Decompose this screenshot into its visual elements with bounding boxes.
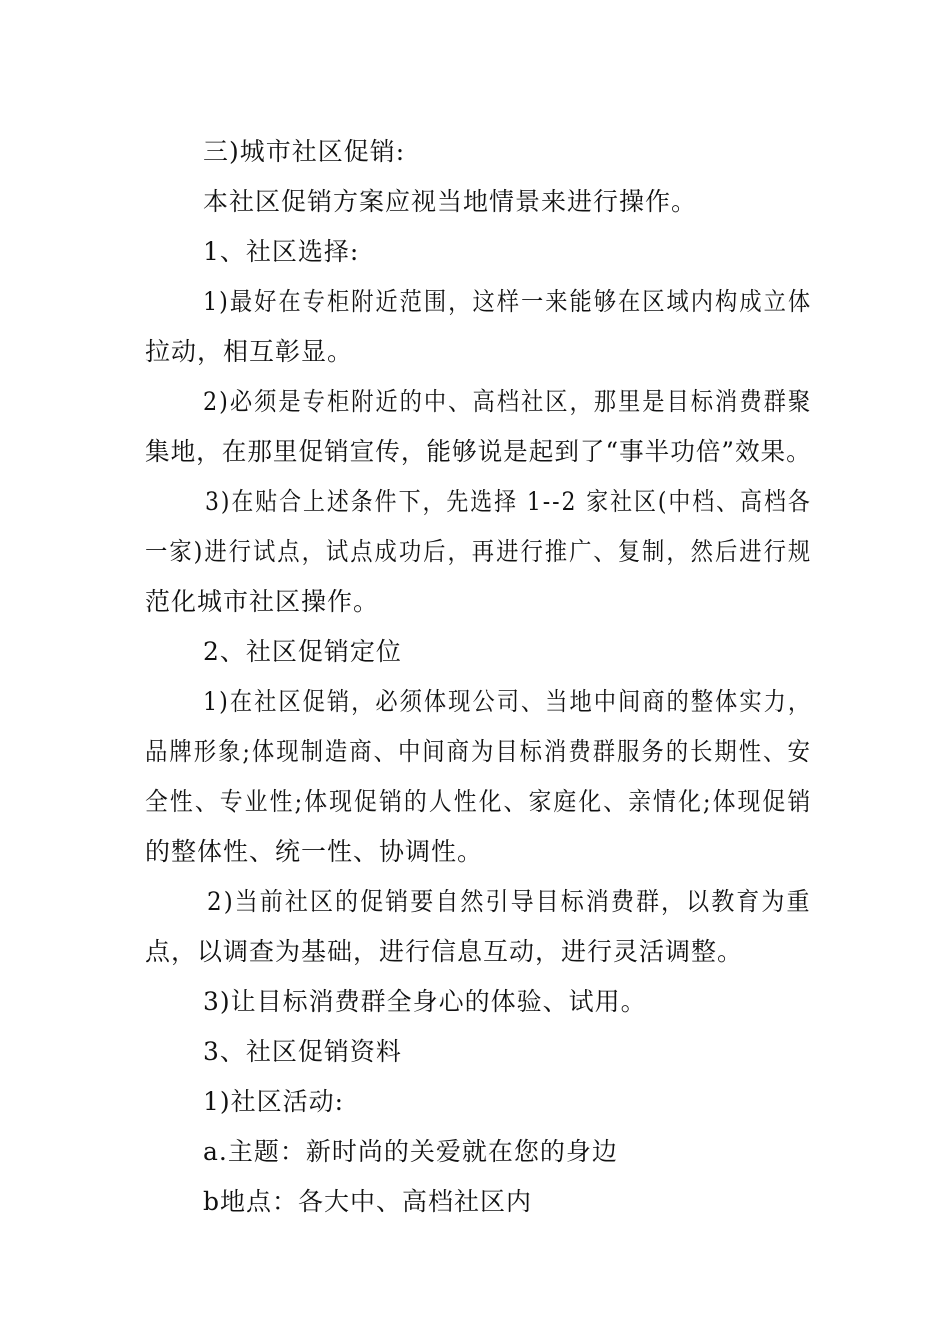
- list-item: b地点：各大中、高档社区内: [203, 1187, 533, 1216]
- list-item: 1)社区活动:: [203, 1087, 345, 1116]
- paragraph-line: 1)最好在专柜附近范围，这样一来能够在区域内构成立体: [203, 287, 813, 316]
- paragraph-line: 范化城市社区操作。: [145, 587, 380, 616]
- paragraph-line: 3)在贴合上述条件下，先选择 1--2 家社区(中档、高档各: [205, 487, 812, 516]
- paragraph-line: 3)让目标消费群全身心的体验、试用。: [203, 987, 647, 1016]
- paragraph-line: 集地，在那里促销宣传，能够说是起到了“事半功倍”效果。: [145, 437, 812, 466]
- paragraph-line: 2)必须是专柜附近的中、高档社区，那里是目标消费群聚: [203, 387, 813, 416]
- subheading: 1、社区选择:: [203, 237, 360, 266]
- paragraph-line: 一家)进行试点，试点成功后，再进行推广、复制，然后进行规: [145, 537, 813, 566]
- paragraph-line: 点，以调查为基础，进行信息互动，进行灵活调整。: [145, 937, 744, 966]
- paragraph-line: 品牌形象;体现制造商、中间商为目标消费群服务的长期性、安: [145, 737, 812, 766]
- subheading: 2、社区促销定位: [203, 637, 402, 666]
- paragraph-line: 的整体性、统一性、协调性。: [145, 837, 484, 866]
- subheading: 3、社区促销资料: [203, 1037, 402, 1066]
- paragraph-line: 1)在社区促销，必须体现公司、当地中间商的整体实力，: [203, 687, 813, 716]
- list-item: a.主题：新时尚的关爱就在您的身边: [203, 1137, 618, 1166]
- section-heading: 三)城市社区促销:: [203, 137, 406, 166]
- paragraph-line: 本社区促销方案应视当地情景来进行操作。: [203, 187, 698, 216]
- paragraph-line: 2)当前社区的促销要自然引导目标消费群，以教育为重: [207, 887, 812, 916]
- paragraph-line: 拉动，相互彰显。: [145, 337, 354, 366]
- paragraph-line: 全性、专业性;体现促销的人性化、家庭化、亲情化;体现促销: [145, 787, 813, 816]
